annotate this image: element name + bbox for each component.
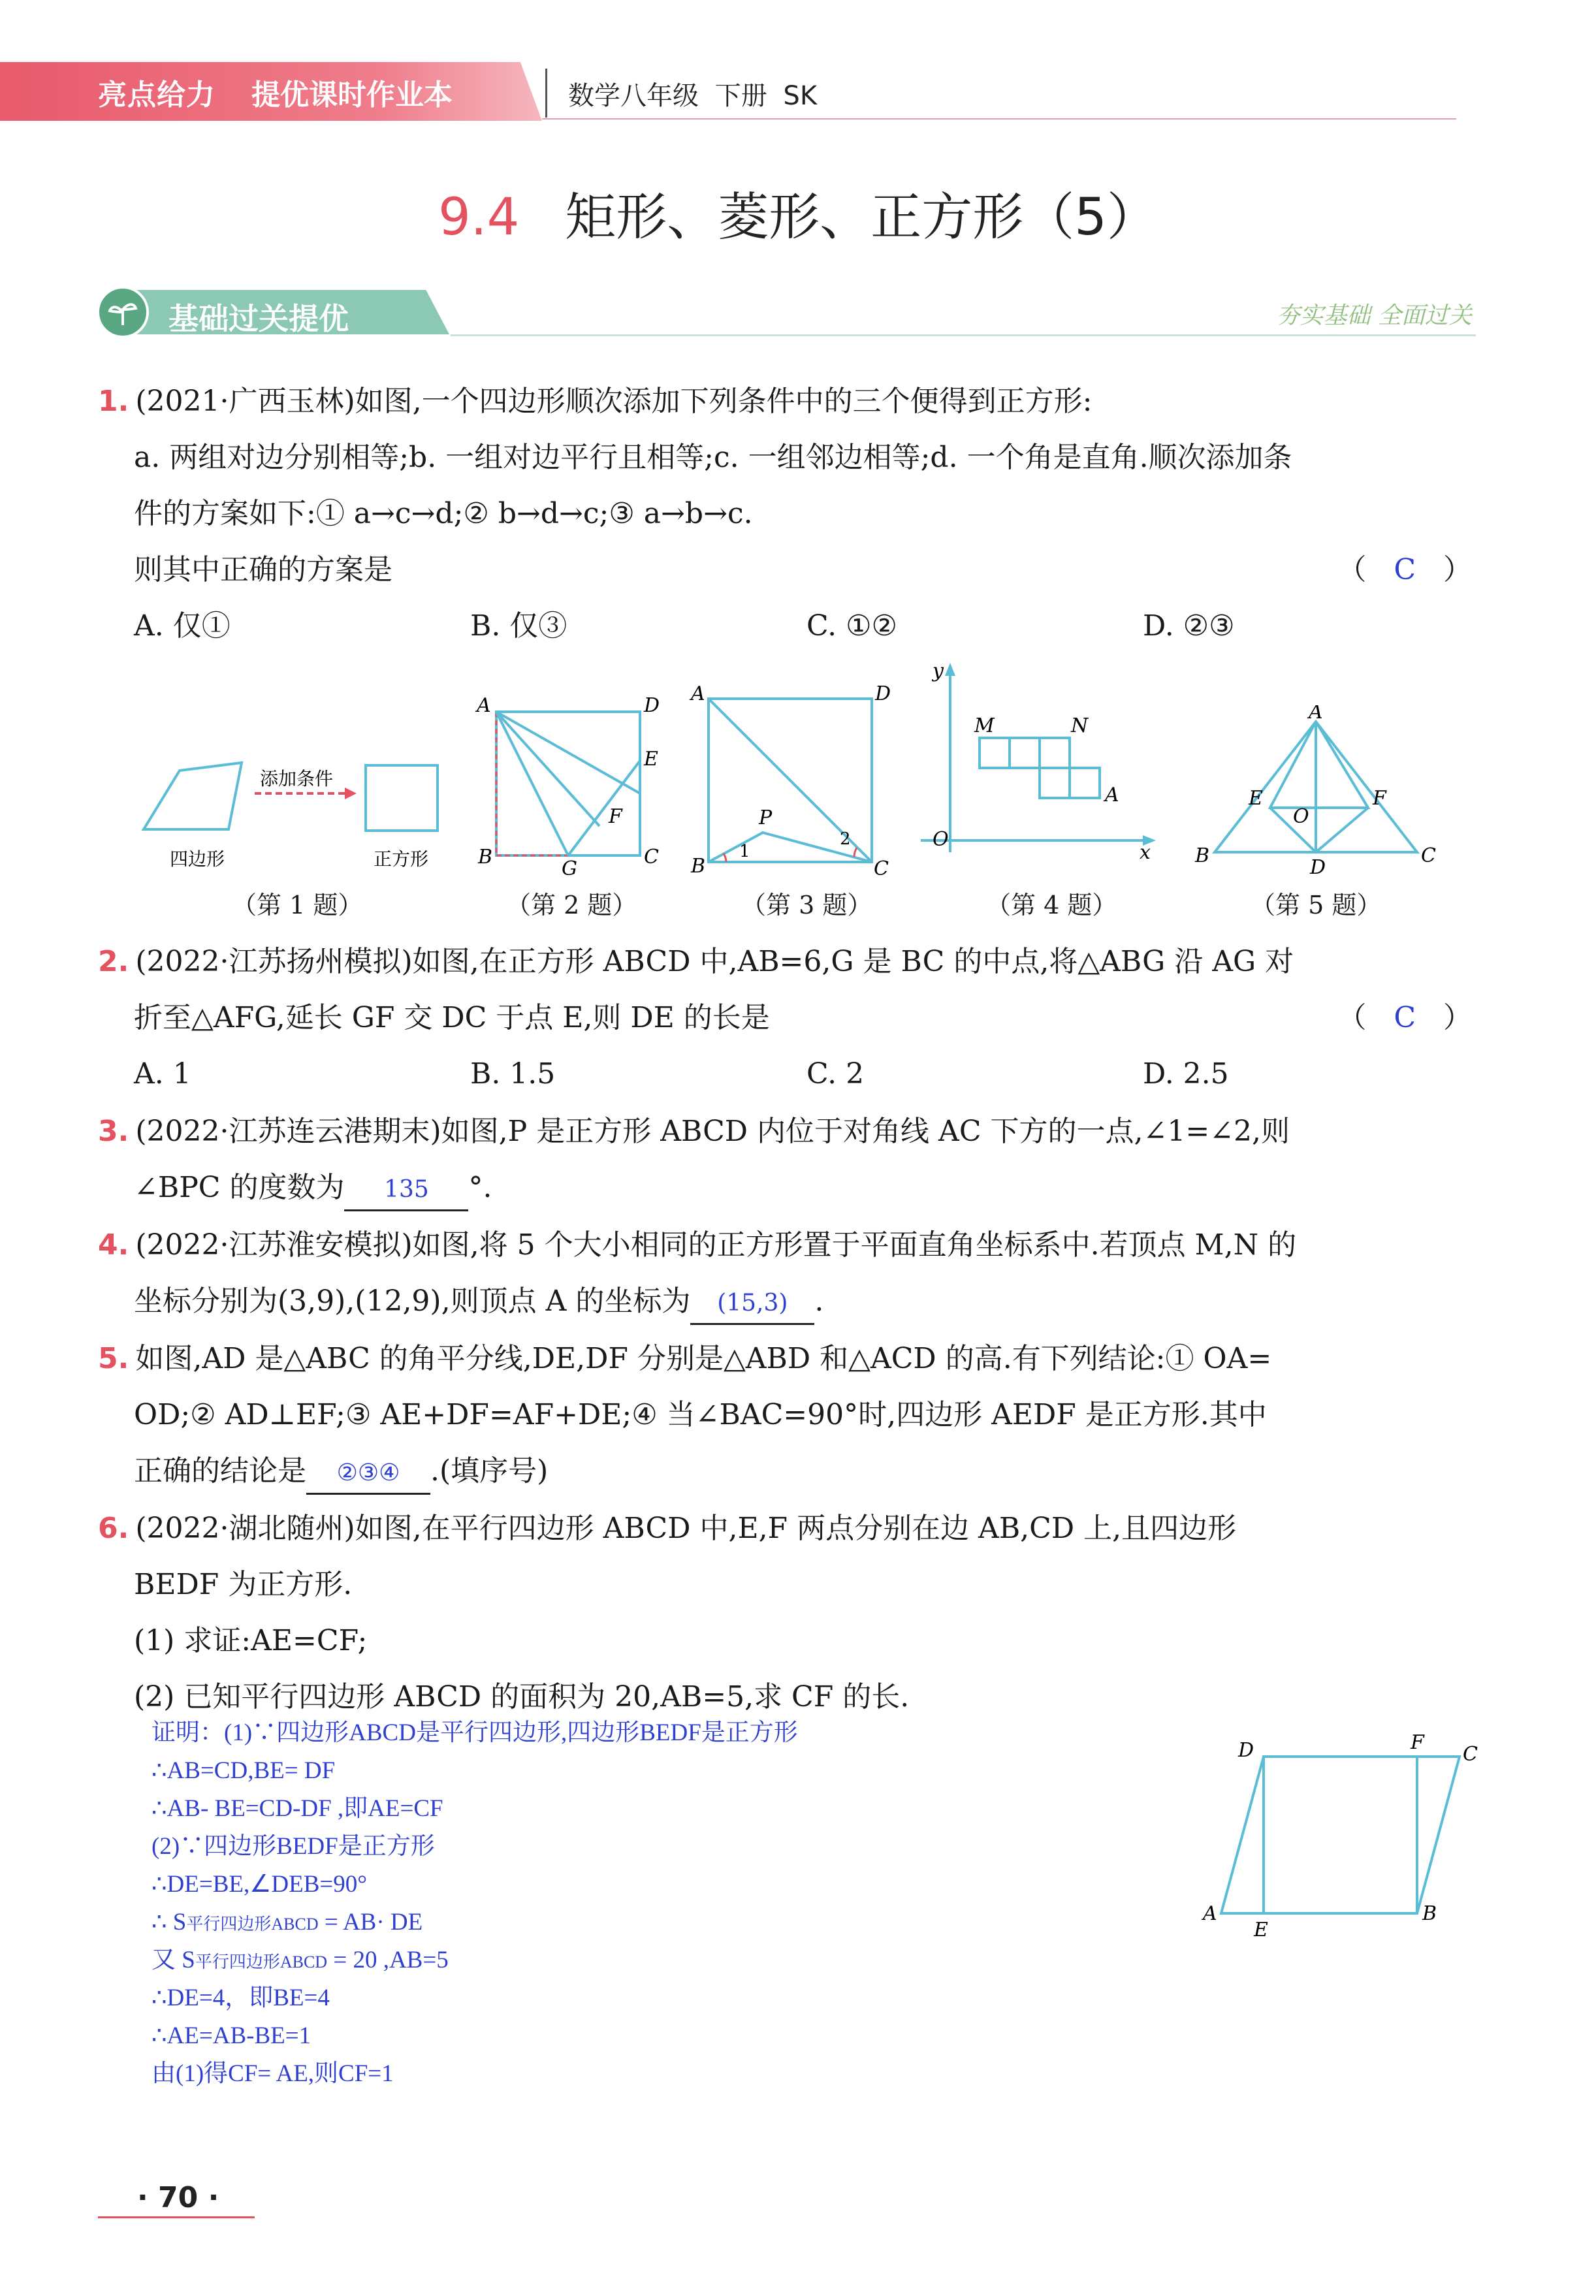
header-separator	[545, 69, 547, 118]
fig2-caption: （第 2 题）	[506, 891, 637, 919]
svg-text:A: A	[1203, 1902, 1217, 1925]
solution-line-5: ∴DE=BE,∠DEB=90°	[152, 1871, 368, 1898]
figure-6	[1195, 1730, 1482, 1949]
title-text: 矩形、菱形、正方形（5）	[565, 188, 1158, 247]
q2-option-d: D. 2.5	[1143, 1057, 1229, 1091]
q2-number: 2.	[98, 945, 129, 978]
svg-text:O: O	[1293, 805, 1309, 828]
q4-line1: 4. (2022·江苏淮安模拟)如图,将 5 个大小相同的正方形置于平面直角坐标系中.若顶点 M,N 的	[98, 1228, 1297, 1262]
svg-text:y: y	[933, 663, 944, 682]
q6-part2: (2) 已知平行四边形 ABCD 的面积为 20,AB=5,求 CF 的长.	[134, 1680, 910, 1714]
figure-5	[1189, 705, 1437, 878]
q1-option-d: D. ②③	[1143, 609, 1235, 643]
svg-text:B: B	[1422, 1902, 1437, 1925]
q6-part1: (1) 求证:AE=CF;	[134, 1624, 368, 1657]
q2-answer: C	[1394, 1001, 1416, 1034]
q1-option-a: A. 仅①	[134, 609, 231, 643]
svg-text:A: A	[1105, 784, 1119, 806]
svg-text:O: O	[933, 828, 949, 851]
svg-text:G: G	[562, 857, 577, 875]
svg-text:B: B	[691, 855, 706, 875]
q2-line1: 2. (2022·江苏扬州模拟)如图,在正方形 ABCD 中,AB=6,G 是 BC 的中点,将△ABG 沿 AG 对	[98, 945, 1294, 978]
q3-line2: ∠BPC 的度数为 135 °.	[134, 1160, 492, 1216]
solution-line-8: ∴DE=4，即BE=4	[152, 1985, 330, 2011]
fig1-quadrilateral	[144, 763, 242, 829]
q2-answer-bracket: （ C ）	[1337, 1001, 1472, 1034]
svg-text:D: D	[1238, 1739, 1254, 1762]
svg-text:M: M	[974, 714, 995, 737]
page-header	[0, 62, 1596, 121]
solution-line-4: (2)∵四边形BEDF是正方形	[152, 1833, 435, 1860]
svg-text:A: A	[477, 694, 491, 717]
page-number: · 70 ·	[98, 2181, 255, 2220]
svg-text:C: C	[1463, 1743, 1478, 1766]
q5-number: 5.	[98, 1342, 129, 1375]
section-label: 基础过关提优	[168, 301, 349, 336]
fig1-left-label: 四边形	[170, 848, 225, 870]
q4-line2: 坐标分别为(3,9),(12,9),则顶点 A 的坐标为 (15,3) .	[134, 1273, 823, 1330]
fig1-arrowhead	[345, 788, 357, 799]
svg-text:B: B	[478, 846, 493, 869]
q3-line1: 3. (2022·江苏连云港期末)如图,P 是正方形 ABCD 内位于对角线 AC 下方的一点,∠1=∠2,则	[98, 1115, 1290, 1148]
svg-text:B: B	[1195, 844, 1210, 867]
figure-4	[914, 663, 1162, 868]
fig1-right-label: 正方形	[374, 848, 429, 870]
solution-line-6: ∴ S平行四边形ABCD = AB· DE	[152, 1909, 423, 1936]
page-title	[0, 176, 1596, 249]
svg-text:D: D	[644, 694, 660, 717]
q1-number: 1.	[98, 385, 129, 418]
q3-answer-blank: 135	[344, 1170, 468, 1211]
q1-option-b: B. 仅③	[470, 609, 567, 643]
header-subtitle: 提优课时作业本	[251, 78, 453, 112]
q2-option-c: C. 2	[806, 1057, 865, 1091]
svg-text:E: E	[1249, 787, 1263, 810]
q1-line3: 件的方案如下:① a→c→d;② b→d→c;③ a→b→c.	[134, 497, 753, 530]
q1-line2: a. 两组对边分别相等;b. 一组对边平行且相等;c. 一组邻边相等;d. 一个角是直角.顺次添加条	[134, 441, 1292, 474]
solution-line-1: 证明：(1)∵四边形ABCD是平行四边形,四边形BEDF是正方形	[152, 1719, 798, 1746]
header-book: 数学八年级 下册 SK	[568, 81, 818, 111]
svg-text:F: F	[1411, 1731, 1424, 1754]
title-number: 9.4	[438, 188, 520, 247]
svg-text:2: 2	[840, 829, 851, 849]
fig5-caption: （第 5 题）	[1251, 891, 1382, 919]
svg-text:x: x	[1140, 841, 1151, 864]
svg-text:C: C	[874, 857, 889, 875]
solution-line-10: 由(1)得CF= AE,则CF=1	[152, 2060, 394, 2087]
fig1-square	[366, 765, 438, 831]
section-motto: 夯实基础 全面过关	[1276, 302, 1472, 329]
q4-answer-blank: (15,3)	[690, 1284, 814, 1325]
q1-answer-bracket: （ C ）	[1337, 553, 1472, 586]
svg-text:E: E	[644, 748, 658, 771]
svg-text:1: 1	[739, 842, 750, 861]
q5-line3: 正确的结论是 ②③④ .(填序号)	[134, 1443, 548, 1499]
svg-text:C: C	[1421, 844, 1436, 867]
solution-line-3: ∴AB- BE=CD-DF ,即AE=CF	[152, 1795, 443, 1822]
solution-line-2: ∴AB=CD,BE= DF	[152, 1757, 336, 1784]
fig1-caption: （第 1 题）	[232, 891, 363, 919]
fig3-caption: （第 3 题）	[741, 891, 872, 919]
q5-answer-blank: ②③④	[306, 1454, 430, 1495]
svg-text:C: C	[644, 846, 659, 869]
solution-line-7: 又 S平行四边形ABCD = 20 ,AB=5	[152, 1947, 449, 1973]
q3-number: 3.	[98, 1115, 129, 1148]
q1-option-c: C. ①②	[806, 609, 897, 643]
fig4-caption: （第 4 题）	[986, 891, 1117, 919]
svg-text:N: N	[1071, 714, 1089, 737]
q5-line1: 5. 如图,AD 是△ABC 的角平分线,DE,DF 分别是△ABD 和△ACD 的高.有下列结论:① OA=	[98, 1342, 1272, 1375]
section-bar	[97, 286, 449, 338]
sprout-icon	[97, 286, 149, 338]
q6-line1: 6. (2022·湖北随州)如图,在平行四边形 ABCD 中,E,F 两点分别在边 AB,CD 上,且四边形	[98, 1512, 1237, 1545]
svg-text:E: E	[1254, 1919, 1268, 1941]
figure-3	[686, 686, 895, 878]
q2-line2: 折至△AFG,延长 GF 交 DC 于点 E,则 DE 的长是	[134, 1001, 770, 1034]
solution-line-9: ∴AE=AB-BE=1	[152, 2022, 311, 2049]
svg-text:D: D	[1310, 856, 1326, 875]
q1-answer: C	[1394, 553, 1416, 586]
q4-number: 4.	[98, 1228, 129, 1262]
header-rule	[542, 118, 1456, 120]
q1-line1: 1. (2021·广西玉林)如图,一个四边形顺次添加下列条件中的三个便得到正方形:	[98, 385, 1093, 418]
svg-text:D: D	[875, 686, 891, 705]
svg-text:F: F	[609, 805, 622, 828]
q1-line4: 则其中正确的方案是	[134, 553, 392, 586]
svg-text:P: P	[759, 806, 773, 829]
header-brand: 亮点给力	[98, 78, 215, 112]
q6-line2: BEDF 为正方形.	[134, 1568, 353, 1601]
q2-option-a: A. 1	[134, 1057, 191, 1091]
svg-text:A: A	[1309, 705, 1323, 724]
q6-number: 6.	[98, 1512, 129, 1545]
q5-line2: OD;② AD⊥EF;③ AE+DF=AF+DE;④ 当∠BAC=90°时,四边形 AEDF 是正方形.其中	[134, 1398, 1267, 1431]
section-rule	[451, 334, 1476, 336]
q2-option-b: B. 1.5	[470, 1057, 556, 1091]
svg-text:F: F	[1373, 787, 1386, 810]
figure-2	[470, 692, 666, 878]
figure-1	[137, 744, 451, 878]
svg-text:A: A	[691, 686, 705, 705]
fig1-arrow-label: 添加条件	[260, 768, 334, 789]
